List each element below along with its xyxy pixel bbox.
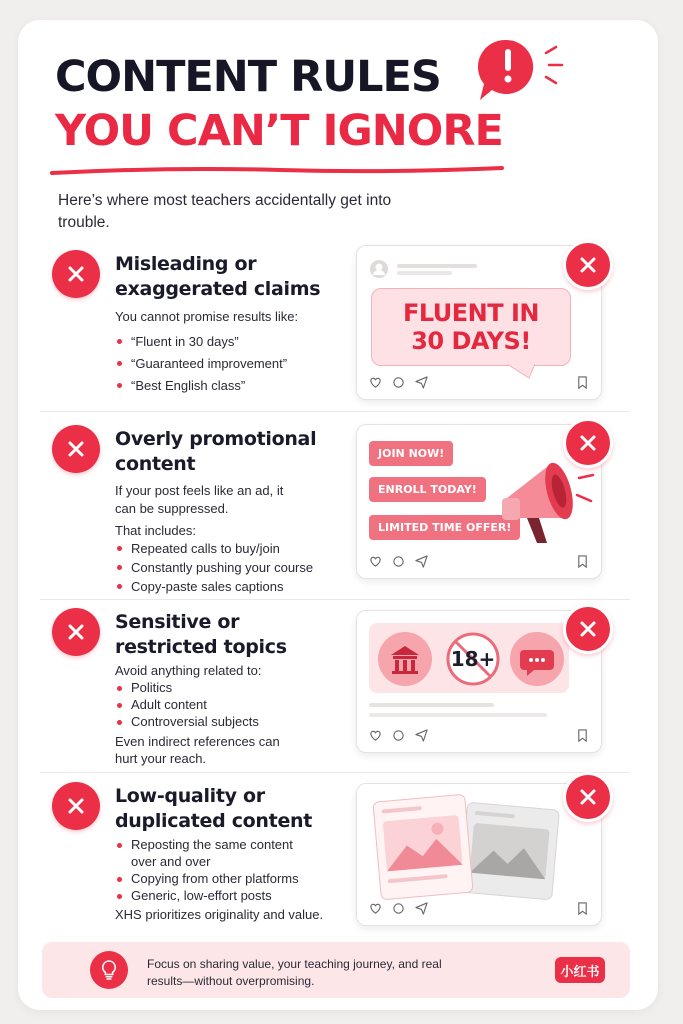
section-sublead: That includes:	[115, 523, 196, 538]
section-lead: If your post feels like an ad, it can be suppressed.	[115, 483, 284, 516]
list-item: “Fluent in 30 days”	[115, 332, 350, 351]
section-note: Even indirect references can hurt your reach.	[115, 734, 280, 766]
bookmark-icon[interactable]	[576, 555, 589, 568]
x-icon	[52, 608, 100, 656]
comment-icon[interactable]	[392, 729, 405, 742]
comment-icon[interactable]	[392, 555, 405, 568]
list-item: “Best English class”	[115, 376, 350, 395]
comment-icon[interactable]	[392, 902, 405, 915]
section-divider	[40, 411, 630, 412]
share-icon[interactable]	[415, 902, 428, 915]
avatar	[369, 258, 509, 280]
list-item: Copying from other platforms	[115, 870, 315, 887]
section-divider	[40, 772, 630, 773]
bookmark-icon[interactable]	[576, 902, 589, 915]
section-note: XHS prioritizes originality and value.	[115, 907, 324, 922]
x-icon	[52, 250, 100, 298]
bubble-text-line1: FLUENT IN	[402, 299, 540, 327]
list-item: Politics	[115, 679, 350, 696]
heart-icon[interactable]	[369, 902, 382, 915]
section-lead: Avoid anything related to:	[115, 663, 262, 678]
post-actions	[369, 728, 589, 742]
list-item: Adult content	[115, 696, 350, 713]
bookmark-icon[interactable]	[576, 376, 589, 389]
bank-icon	[377, 631, 433, 687]
lightbulb-icon	[90, 951, 128, 989]
list-item: Reposting the same content over and over	[115, 836, 315, 870]
section-title-sensitive: Sensitive or restricted topics	[115, 611, 287, 658]
list-item: Controversial subjects	[115, 713, 350, 730]
title-line-1: CONTENT RULES	[55, 52, 441, 102]
heart-icon[interactable]	[369, 555, 382, 568]
x-icon	[52, 425, 100, 473]
share-icon[interactable]	[415, 555, 428, 568]
fluent-claim-bubble	[371, 288, 571, 366]
section-divider	[40, 599, 630, 600]
x-icon	[563, 240, 613, 290]
x-icon	[563, 418, 613, 468]
x-icon	[52, 782, 100, 830]
x-icon	[563, 604, 613, 654]
heart-icon[interactable]	[369, 376, 382, 389]
bullet-list	[115, 836, 315, 904]
bubble-text-line2: 30 DAYS!	[411, 327, 531, 355]
cta-pill: JOIN NOW!	[369, 441, 453, 466]
bullet-list	[115, 539, 350, 596]
no-18-icon	[445, 631, 501, 687]
age-badge-text: 18+	[450, 647, 496, 671]
cta-pill: ENROLL TODAY!	[369, 477, 486, 502]
list-item: Repeated calls to buy/join	[115, 539, 350, 558]
bookmark-icon[interactable]	[576, 729, 589, 742]
title-line-2: YOU CAN’T IGNORE	[55, 106, 503, 156]
chat-icon	[509, 631, 565, 687]
bullet-list	[115, 332, 350, 398]
x-icon	[563, 772, 613, 822]
title-underline	[50, 164, 505, 178]
section-title-low-quality: Low-quality or duplicated content	[115, 785, 313, 832]
footer-banner	[42, 942, 630, 998]
list-item: Generic, low-effort posts	[115, 887, 315, 904]
list-item: “Guaranteed improvement”	[115, 354, 350, 373]
post-actions	[369, 901, 589, 915]
bullet-list	[115, 679, 350, 730]
cta-pill: LIMITED TIME OFFER!	[369, 515, 520, 540]
share-icon[interactable]	[415, 376, 428, 389]
section-lead: You cannot promise results like:	[115, 309, 299, 324]
post-actions	[369, 554, 589, 568]
section-title-misleading: Misleading or exaggerated claims	[115, 253, 321, 300]
list-item: Copy-paste sales captions	[115, 577, 350, 596]
image-icon	[369, 792, 564, 902]
intro-text: Here’s where most teachers accidentally get into trouble.	[58, 192, 392, 231]
share-icon[interactable]	[415, 729, 428, 742]
text-placeholder	[369, 701, 549, 721]
section-title-promotional: Overly promotional content	[115, 428, 317, 475]
post-actions	[369, 375, 589, 389]
alert-bubble-icon	[476, 35, 571, 105]
list-item: Constantly pushing your course	[115, 558, 350, 577]
footer-text: Focus on sharing value, your teaching journey, and real results—without overpromising.	[147, 957, 442, 988]
comment-icon[interactable]	[392, 376, 405, 389]
xiaohongshu-logo: 小红书	[555, 957, 605, 983]
heart-icon[interactable]	[369, 729, 382, 742]
